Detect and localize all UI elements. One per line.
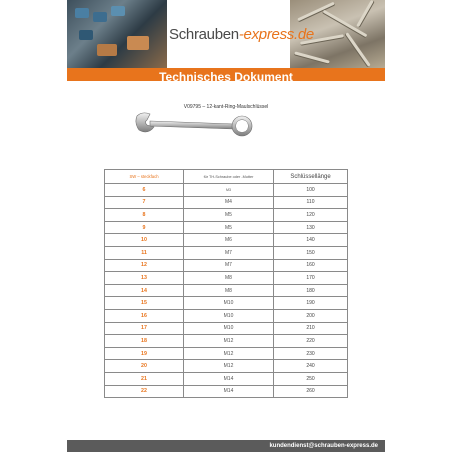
cell-thread: M14 [184,385,274,398]
cell-sw: 6 [105,184,184,197]
cell-thread: M10 [184,322,274,335]
column-header-sw: SW – steckfach [105,170,184,184]
table-row [105,259,348,272]
cell-thread: M8 [184,284,274,297]
cell-sw: 11 [105,246,184,259]
cell-length: 190 [274,297,348,310]
table-row [105,385,348,398]
column-header-length: Schlüssellänge [274,170,348,184]
cell-sw: 9 [105,221,184,234]
table-row [105,272,348,285]
cell-sw: 10 [105,234,184,247]
cell-sw: 18 [105,335,184,348]
cell-length: 120 [274,209,348,222]
cell-length: 170 [274,272,348,285]
cell-length: 150 [274,246,348,259]
cell-sw: 20 [105,360,184,373]
cell-length: 230 [274,347,348,360]
combination-wrench-icon [134,110,262,140]
table-header-row [105,170,348,184]
cell-thread: M3 [184,184,274,197]
table-row [105,297,348,310]
table-row [105,209,348,222]
cell-sw: 14 [105,284,184,297]
cell-length: 260 [274,385,348,398]
cell-thread: M8 [184,272,274,285]
cell-sw: 13 [105,272,184,285]
table-row [105,196,348,209]
cell-thread: M5 [184,209,274,222]
table-row [105,309,348,322]
cell-sw: 7 [105,196,184,209]
cell-thread: M4 [184,196,274,209]
cell-sw: 12 [105,259,184,272]
cell-length: 160 [274,259,348,272]
brand-main: Schrauben [169,26,239,43]
cell-thread: M14 [184,372,274,385]
column-header-thread: für TH-Schraube oder -Mutter [184,170,274,184]
wrench-size-table [104,169,348,398]
cell-thread: M12 [184,335,274,348]
table-row [105,284,348,297]
cell-length: 130 [274,221,348,234]
cell-sw: 19 [105,347,184,360]
brand-logo [169,26,314,43]
cell-length: 180 [274,284,348,297]
cell-length: 140 [274,234,348,247]
header-photo-tools [67,0,167,68]
cell-sw: 21 [105,372,184,385]
cell-thread: M10 [184,309,274,322]
cell-sw: 22 [105,385,184,398]
cell-length: 210 [274,322,348,335]
cell-thread: M12 [184,347,274,360]
table-row [105,360,348,373]
cell-length: 250 [274,372,348,385]
cell-thread: M12 [184,360,274,373]
cell-length: 220 [274,335,348,348]
cell-length: 240 [274,360,348,373]
cell-length: 110 [274,196,348,209]
cell-thread: M10 [184,297,274,310]
cell-thread: M6 [184,234,274,247]
cell-length: 200 [274,309,348,322]
brand-accent: -express.de [238,26,314,43]
cell-length: 100 [274,184,348,197]
table-row [105,246,348,259]
cell-sw: 16 [105,309,184,322]
product-caption: V09795 – 12-kant-Ring-Maulschlüssel [183,104,269,110]
page-title: Technisches Dokument [159,70,293,81]
table-row [105,372,348,385]
cell-sw: 8 [105,209,184,222]
cell-sw: 17 [105,322,184,335]
table-row [105,322,348,335]
table-row [105,347,348,360]
cell-thread: M7 [184,246,274,259]
table-row [105,184,348,197]
cell-thread: M7 [184,259,274,272]
table-row [105,234,348,247]
cell-sw: 15 [105,297,184,310]
document-footer [67,440,385,452]
cell-thread: M5 [184,221,274,234]
table-row [105,335,348,348]
table-row [105,221,348,234]
document-header [67,0,385,81]
support-email-link[interactable]: kundendienst@schrauben-express.de [269,443,378,449]
